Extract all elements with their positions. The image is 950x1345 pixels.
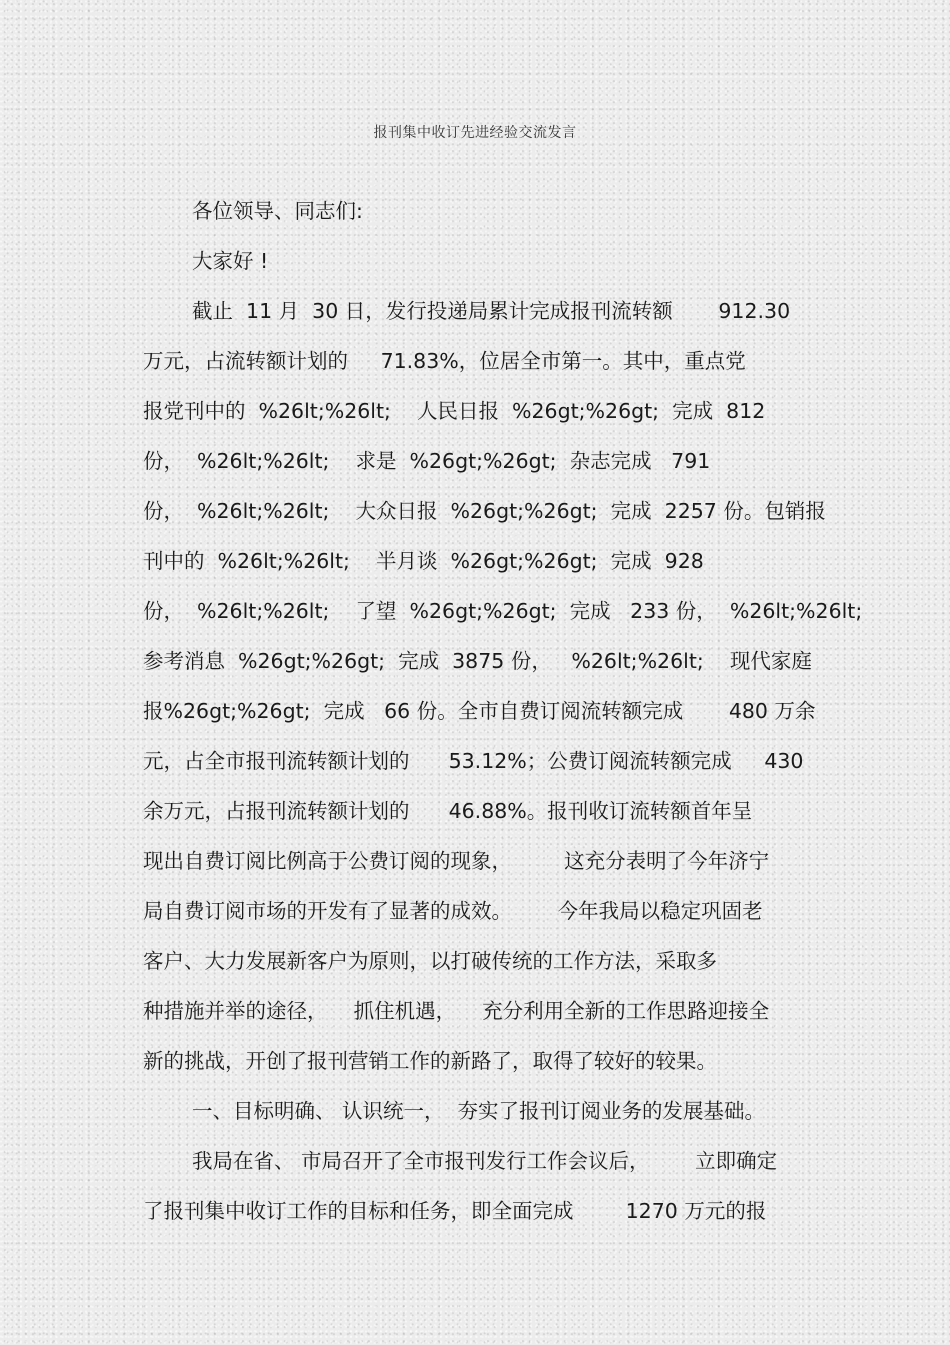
paragraph-line: 份， %26lt;%26lt; 求是 %26gt;%26gt; 杂志完成 791 <box>143 449 711 473</box>
paragraph-line: 刊中的 %26lt;%26lt; 半月谈 %26gt;%26gt; 完成 928 <box>143 549 704 573</box>
paragraph-line: 我局在省、 市局召开了全市报刊发行工作会议后， 立即确定 <box>192 1149 778 1173</box>
paragraph-line: 参考消息 %26gt;%26gt; 完成 3875 份， %26lt;%26lt; 现代家庭 <box>143 649 812 673</box>
document-title: 报刊集中收订先进经验交流发言 <box>373 125 577 141</box>
paragraph-line: 余万元，占报刊流转额计划的 46.88%。报刊收订流转额首年呈 <box>143 799 753 823</box>
paragraph-line: 现出自费订阅比例高于公费订阅的现象， 这充分表明了今年济宁 <box>143 849 770 873</box>
paragraph-line: 客户、大力发展新客户为原则，以打破传统的工作方法，采取多 <box>143 949 717 973</box>
greeting-line: 大家好 ! <box>192 249 269 273</box>
paragraph-line: 份， %26lt;%26lt; 了望 %26gt;%26gt; 完成 233 份， %26lt;%26lt; <box>143 599 863 623</box>
paragraph-line: 种措施并举的途径， 抓住机遇， 充分利用全新的工作思路迎接全 <box>143 999 770 1023</box>
paragraph-line: 截止 11 月 30 日，发行投递局累计完成报刊流转额 912.30 <box>192 299 791 323</box>
paragraph-line: 元，占全市报刊流转额计划的 53.12%；公费订阅流转额完成 430 <box>143 749 804 773</box>
paragraph-line: 份， %26lt;%26lt; 大众日报 %26gt;%26gt; 完成 2257 份。包销报 <box>143 499 826 523</box>
paragraph-line: 万元，占流转额计划的 71.83%，位居全市第一。其中，重点党 <box>143 349 746 373</box>
paragraph-line: 了报刊集中收订工作的目标和任务，即全面完成 1270 万元的报 <box>143 1199 767 1223</box>
paragraph-line: 报党刊中的 %26lt;%26lt; 人民日报 %26gt;%26gt; 完成 812 <box>143 399 766 423</box>
section-heading: 一、目标明确、 认识统一， 夯实了报刊订阅业务的发展基础。 <box>192 1099 766 1123</box>
salutation-line: 各位领导、同志们: <box>192 199 363 223</box>
paragraph-line: 局自费订阅市场的开发有了显著的成效。 今年我局以稳定巩固老 <box>143 899 763 923</box>
paragraph-line: 新的挑战，开创了报刊营销工作的新路了，取得了较好的较果。 <box>143 1049 717 1073</box>
paragraph-line: 报%26gt;%26gt; 完成 66 份。全市自费订阅流转额完成 480 万余 <box>143 699 816 723</box>
